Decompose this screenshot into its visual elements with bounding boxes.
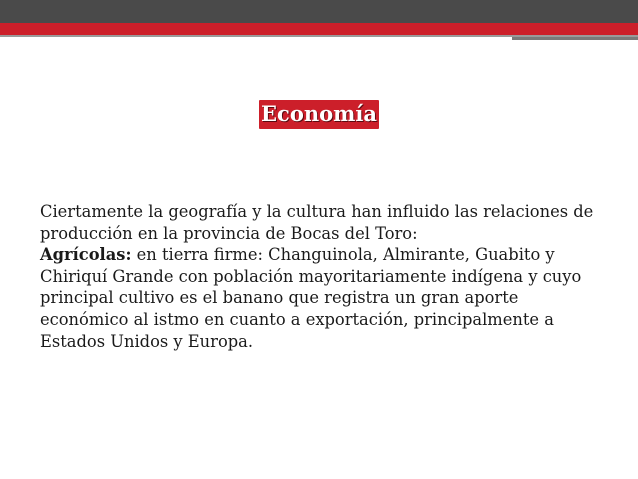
intro-paragraph: Ciertamente la geografía y la cultura han influido las relaciones de producción en la provincia de Bocas del Toro: <box>40 202 594 243</box>
agricolas-label: Agrícolas: <box>40 245 132 265</box>
header-dark-bar <box>0 0 638 23</box>
agricolas-paragraph <box>40 244 608 352</box>
slide-title: Economía <box>259 100 379 129</box>
title-container <box>0 100 638 129</box>
slide-body <box>40 201 608 352</box>
agricolas-text: en tierra firme: Changuinola, Almirante, Guabito y Chiriquí Grande con población mayoritariamente indígena y cuyo principal cultivo es el banano que registra un gran aporte económico al istmo en cuanto a exportación, principalmente a Estados Unidos y Europa. <box>40 245 582 351</box>
header-accent-segment <box>512 37 638 40</box>
header-red-bar <box>0 23 638 35</box>
